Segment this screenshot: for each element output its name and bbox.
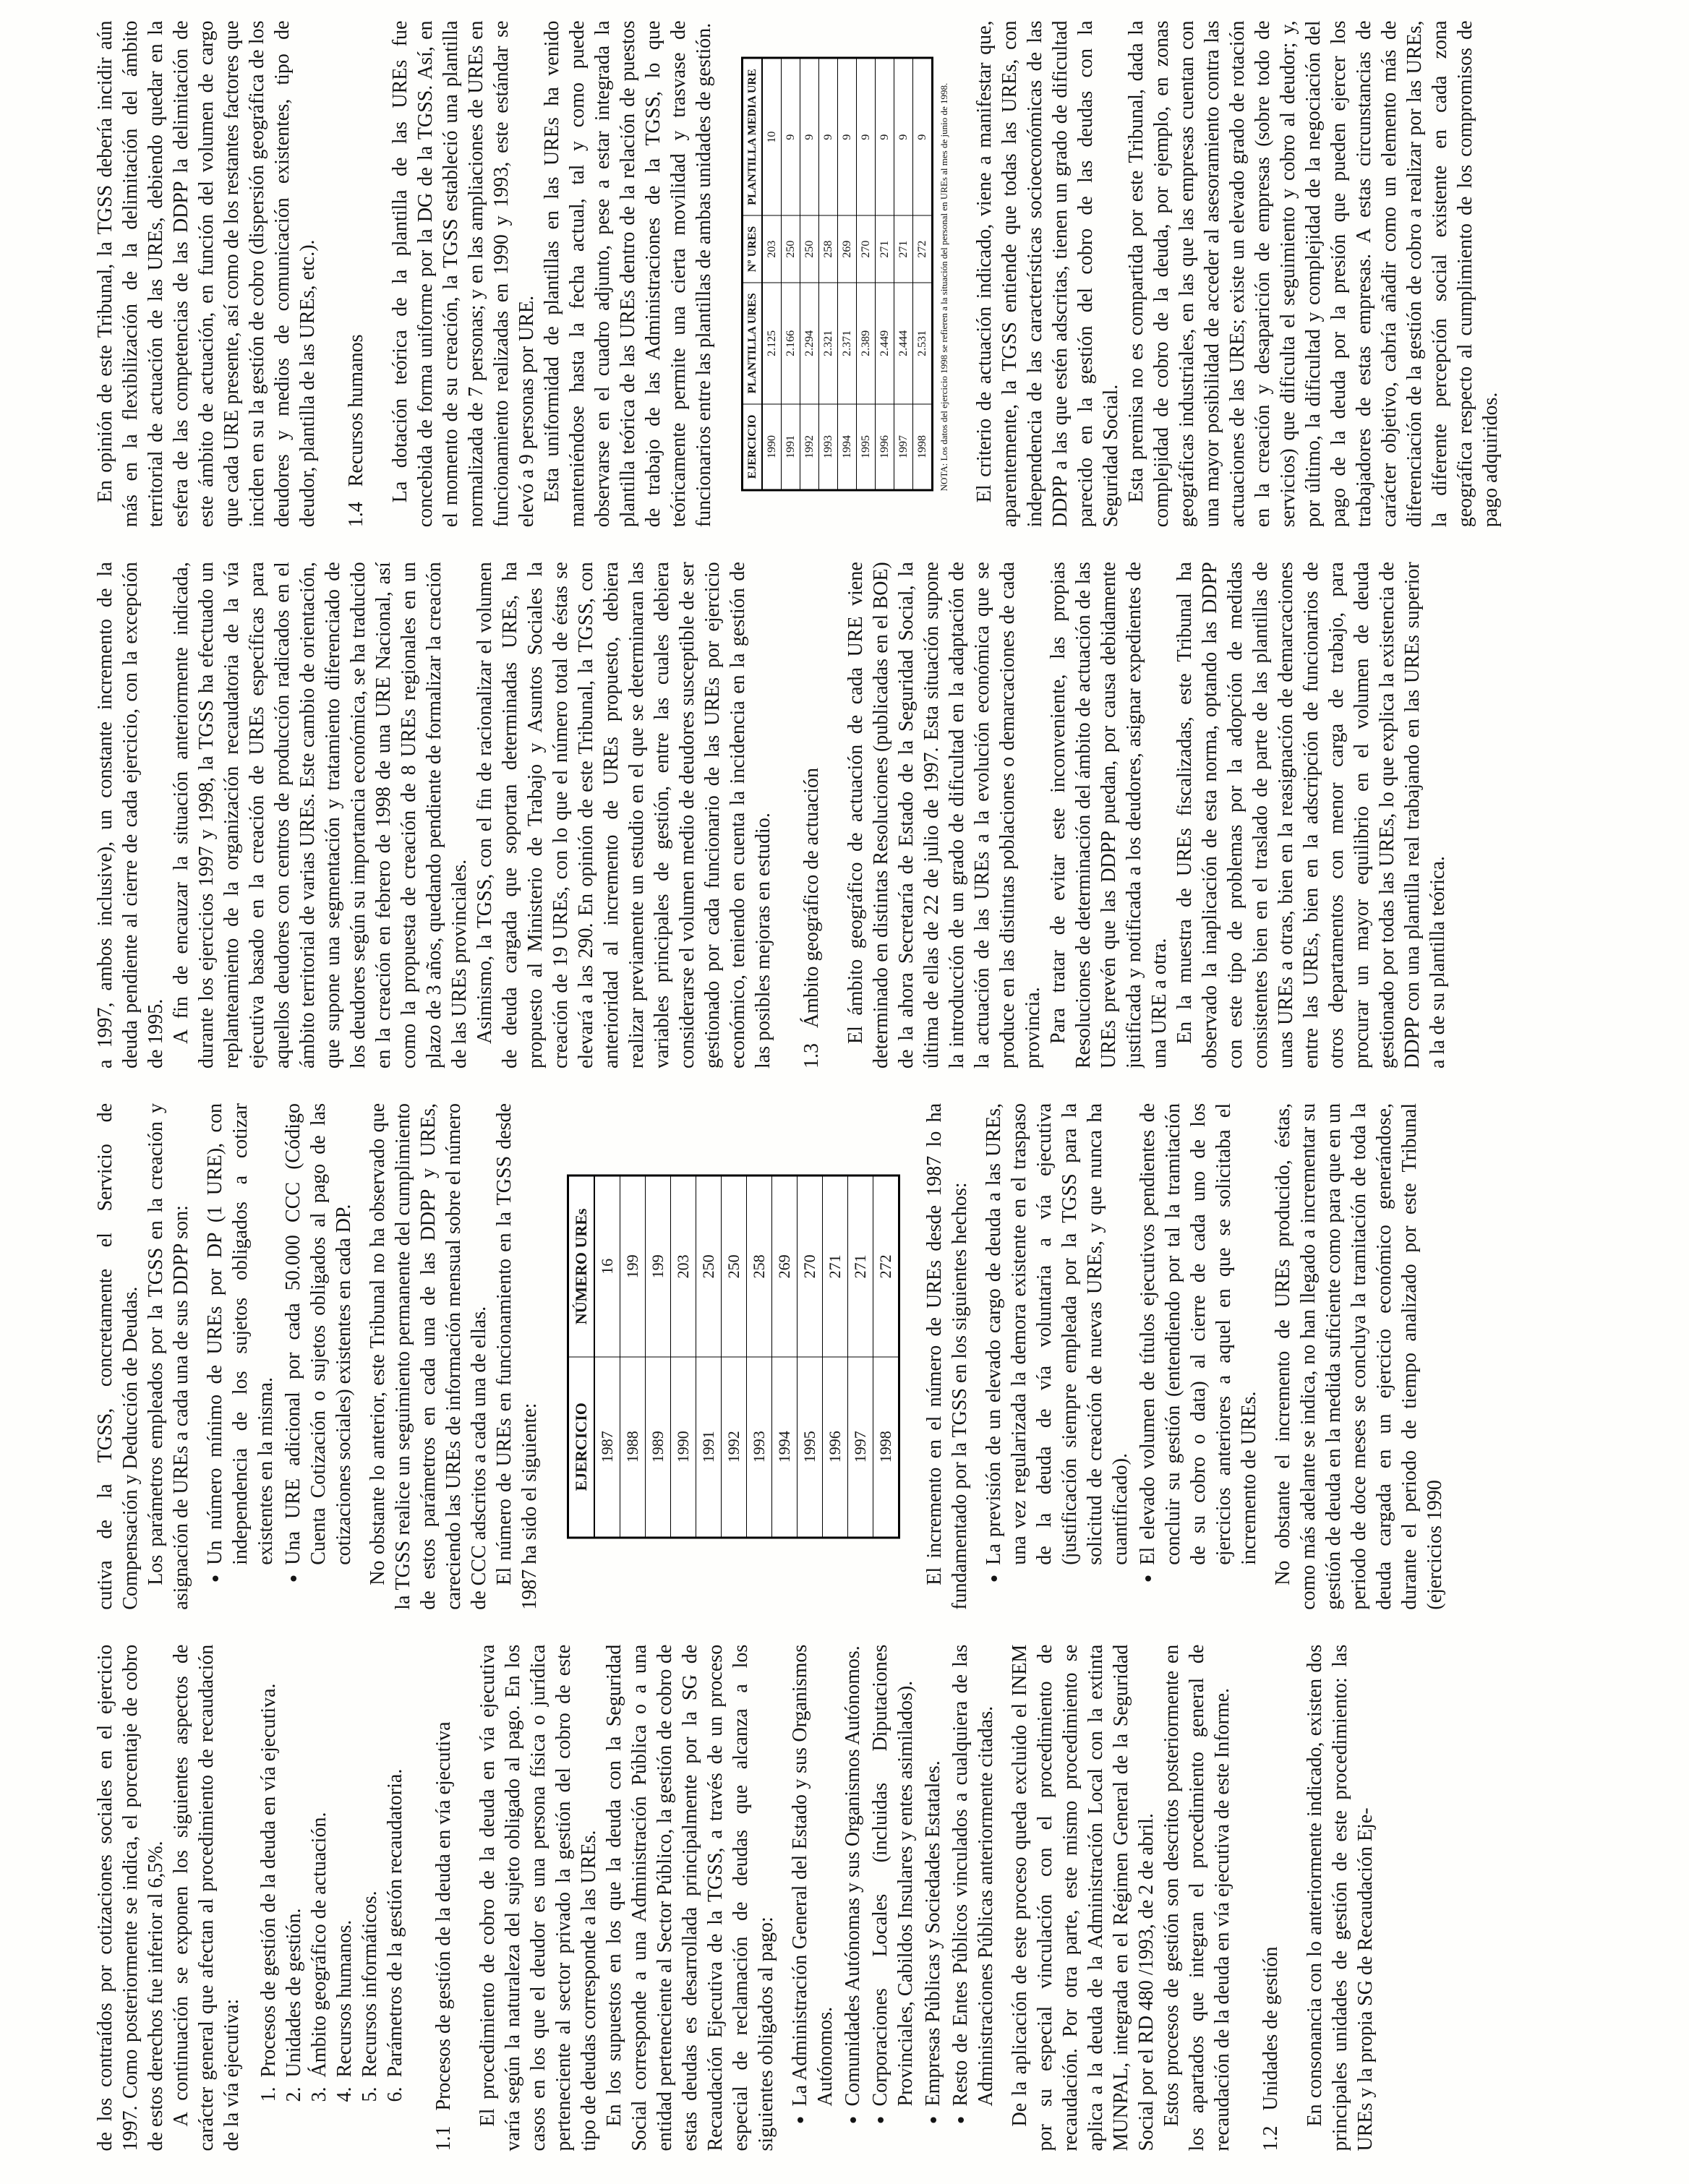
list-item: 3. Ámbito geográfico de actuación.	[307, 1644, 332, 2081]
table-cell: 269	[838, 215, 857, 283]
table-cell: 1996	[823, 1356, 848, 1537]
table-cell: 2.166	[782, 282, 800, 403]
table-cell: 2.321	[819, 282, 838, 403]
table-cell: 270	[857, 215, 876, 283]
table-cell: 16	[594, 1175, 620, 1357]
text-column-4	[93, 20, 1601, 527]
table-row	[838, 57, 857, 489]
table-cell: 2.125	[762, 282, 782, 403]
list-item: 4. Recursos humanos.	[332, 1644, 357, 2081]
table-cell: 271	[848, 1175, 873, 1357]
list-item: 1. Procesos de gestión de la deuda en vía ejecutiva.	[256, 1644, 281, 2081]
table-row	[819, 57, 838, 489]
list-item: 5. Recursos informáticos.	[357, 1644, 382, 2081]
table-row	[876, 57, 894, 489]
table-cell: 271	[876, 215, 894, 283]
section-heading-1-3: 1.3 Ámbito geográfico de actuación	[800, 767, 823, 1069]
table-row	[646, 1175, 671, 1538]
table-cell: 2.294	[800, 282, 819, 403]
ure-count-table	[567, 1174, 900, 1538]
table-body	[594, 1175, 899, 1538]
table-body	[762, 57, 933, 489]
table-row	[894, 57, 913, 489]
bullet-list	[981, 1103, 1262, 1610]
text-column-2	[93, 1103, 1601, 1610]
table-cell: 1995	[857, 404, 876, 490]
table-cell: 1987	[594, 1356, 620, 1537]
table-header-cell: Nº URES	[743, 215, 763, 283]
bullet-list	[787, 1644, 999, 2151]
table-cell: 272	[913, 215, 933, 283]
paragraph: No obstante el incremento de UREs producido, éstas, como más adelante se indica, no han llegado a incrementar su gestión de deuda en la medida suficiente como para que en un periodo de doce meses se concluya la tramitación de toda la deuda cargada en un ejercicio económico generándose, durante el periodo de tiempo analizado por este Tribunal (ejercicios 1990	[1272, 1102, 1446, 1610]
table-cell: 9	[913, 57, 933, 215]
paragraph: El ámbito geográfico de actuación de cada URE viene determinado en distintas Resoluciones (publicadas en el BOE) de la ahora Secretaría de Estado de la Seguridad Social, la última de ellas de 22 de julio de 1997. Esta situación supone la introducción de un grado de dificultad en la adaptación de la actuación de las UREs a la evolución económica que se produce en las distintas poblaciones o demarcaciones de cada provincia.	[844, 561, 1044, 1069]
table-cell: 1989	[646, 1356, 671, 1537]
table-cell: 272	[873, 1175, 899, 1357]
table-cell: 271	[894, 215, 913, 283]
table-row	[671, 1175, 696, 1538]
table-row	[696, 1175, 722, 1538]
table-cell: 10	[762, 57, 782, 215]
paragraph: A continuación se exponen los siguientes aspectos de carácter general que afectan al procedimiento de recaudación de la vía ejecutiva:	[170, 1644, 243, 2151]
table-cell: 9	[857, 57, 876, 215]
table-cell: 1993	[819, 404, 838, 490]
table-header-cell: PLANTILLA MEDIA URE	[743, 57, 763, 215]
table-cell: 203	[671, 1175, 696, 1357]
table-cell: 1998	[873, 1356, 899, 1537]
list-item: • Una URE adicional por cada 50.000 CCC (Código Cuenta Cotización o sujetos obligados al pago de las cotizaciones sociales) existentes en cada DP.	[281, 1103, 356, 1565]
table-cell: 199	[646, 1175, 671, 1357]
table-row	[913, 57, 933, 489]
table-cell: 9	[894, 57, 913, 215]
table-note: NOTA: Los datos del ejercicio 1998 se refieren a la situación del personal en UREs al mes de junio de 1998.	[938, 82, 949, 491]
table-cell: 1988	[620, 1356, 646, 1537]
paragraph: El incremento en el número de UREs desde 1987 lo ha fundamentado por la TGSS en los siguientes hechos:	[923, 1102, 971, 1610]
paragraph: No obstante lo anterior, este Tribunal no ha observado que la TGSS realice un seguimiento permanente del cumplimiento de estos parámetros en cada una de las DDPP y UREs, careciendo las UREs de información mensual sobre el número de CCC adscritos a cada una de ellas.	[367, 1102, 490, 1610]
paragraph-continuation: cutiva de la TGSS, concretamente el Servicio de Compensación y Deducción de Deudas.	[94, 1102, 142, 1610]
table-row	[800, 57, 819, 489]
table-cell: 9	[838, 57, 857, 215]
list-item: • Corporaciones Locales (incluidas Diputaciones Provinciales, Cabildos Insulares y entes asimilados).	[868, 1644, 918, 2106]
paragraph: De la aplicación de este proceso queda excluido el INEM por su especial vinculación con el procedimiento de recaudación. Por otra parte, este mismo procedimiento se aplica a la deuda de la Administración Local con la extinta MUNPAL, integrada en el Régimen General de la Seguridad Social por el RD 480 /1993, de 2 de abril.	[1009, 1644, 1158, 2151]
paragraph: Estos procesos de gestión son descritos posteriormente en los apartados que integran el procedimiento general de recaudación de la deuda en vía ejecutiva de este Informe.	[1160, 1644, 1233, 2151]
table-cell: 9	[800, 57, 819, 215]
ure-count-table-wrap	[567, 1174, 900, 1538]
table-cell: 1992	[800, 404, 819, 490]
section-heading-1-4: 1.4 Recursos humanos	[345, 333, 367, 527]
paragraph-continuation: a 1997, ambos inclusive), un constante incremento de la deuda pendiente al cierre de cada ejercicio, con la excepción de 1995.	[94, 561, 167, 1069]
table-cell: 2.389	[857, 282, 876, 403]
list-item: • La Administración General del Estado y sus Organismos Autónomos.	[787, 1644, 838, 2106]
table-cell: 203	[762, 215, 782, 283]
table-row	[620, 1175, 646, 1538]
table-row	[762, 57, 782, 489]
list-item: 6. Parámetros de la gestión recaudatoria.	[382, 1644, 408, 2081]
table-row	[848, 1175, 873, 1538]
table-row	[873, 1175, 899, 1538]
paragraph: La dotación teórica de la plantilla de las UREs fue concebida de forma uniforme por la DG de la TGSS. Así, en el momento de su creación, la TGSS estableció una plantilla normalizada de 7 personas; y en las ampliaciones de UREs en funcionamiento realizadas en 1990 y 1993, este estándar se elevó a 9 personas por URE.	[389, 20, 538, 527]
table-row	[823, 1175, 848, 1538]
plantilla-table	[741, 56, 933, 491]
table-row	[857, 57, 876, 489]
table-cell: 9	[876, 57, 894, 215]
table-cell: 1993	[747, 1356, 772, 1537]
paragraph: En la muestra de UREs fiscalizadas, este Tribunal ha observado la inaplicación de esta norma, optando las DDPP con este tipo de problemas por la adopción de medidas consistentes bien en el traslado de parte de las plantillas de unas UREs a otras, bien en la reasignación de demarcaciones entre las UREs, bien en la adscripción de funcionarios de otros departamentos con menor carga de trabajo, para procurar un mayor equilibrio en el volumen de deuda gestionado por todas las UREs, lo que explica la existencia de DDPP con una plantilla real trabajando en las UREs superior a la de su plantilla teórica.	[1173, 561, 1449, 1069]
paragraph: A fin de encauzar la situación anteriormente indicada, durante los ejercicios 1997 y 1998, la TGSS ha efectuado un replanteamiento de la organización recaudatoria de la vía ejecutiva basado en la creación de UREs específicas para aquellos deudores con centros de producción radicados en el ámbito territorial de varias UREs. Este cambio de orientación, que supone una segmentación y tratamiento diferenciado de los deudores según su importancia económica, se ha traducido en la creación en febrero de 1998 de una URE Nacional, así como la propuesta de creación de 8 UREs regionales en un plazo de 3 años, quedando pendiente de formalizar la creación de las UREs provinciales.	[170, 561, 471, 1069]
bullet-list	[202, 1103, 356, 1610]
table-cell: 1995	[798, 1356, 823, 1537]
table-cell: 1998	[913, 404, 933, 490]
table-cell: 258	[747, 1175, 772, 1357]
table-cell: 9	[782, 57, 800, 215]
list-item: • Empresas Públicas y Sociedades Estatales.	[920, 1644, 946, 2106]
table-cell: 1992	[722, 1356, 747, 1537]
table-header-cell: EJERCICIO	[568, 1356, 595, 1537]
table-row	[772, 1175, 798, 1538]
table-header-cell: NÚMERO UREs	[568, 1175, 595, 1357]
table-cell: 270	[798, 1175, 823, 1357]
table-cell: 1996	[876, 404, 894, 490]
list-item: • El elevado volumen de títulos ejecutivos pendientes de concluir su gestión (entendiendo por tal la tramitación de su cobro o data) al cierre de cada uno de los ejercicios anteriores a aquel en que se solicitaba el incremento de UREs.	[1135, 1103, 1262, 1565]
table-cell: 250	[722, 1175, 747, 1357]
table-header-cell: PLANTILLA URES	[743, 282, 763, 403]
table-cell: 1991	[782, 404, 800, 490]
table-header-row	[743, 57, 763, 489]
paragraph: Asimismo, la TGSS, con el fin de racionalizar el volumen de deuda cargada que soportan determinadas UREs, ha propuesto al Ministerio de Trabajo y Asuntos Sociales la creación de 19 UREs, con lo que el número total de éstas se elevará a las 290. En opinión de este Tribunal, la TGSS, con anterioridad al incremento de UREs propuesto, debiera realizar previamente un estudio en el que se determinaran las variables principales de gestión, entre las cuales debiera considerarse el volumen medio de deudores susceptible de ser gestionado por cada funcionario de las UREs por ejercicio económico, teniendo en cuenta la incidencia en la gestión de las posibles mejoras en estudio.	[474, 561, 774, 1069]
table-cell: 1997	[894, 404, 913, 490]
list-item: • Comunidades Autónomas y sus Organismos Autónomos.	[840, 1644, 865, 2106]
table-row	[722, 1175, 747, 1538]
paragraph: El número de UREs en funcionamiento en la TGSS desde 1987 ha sido el siguiente:	[493, 1102, 541, 1610]
paragraph: Para tratar de evitar este inconveniente, las propias Resoluciones de determinación del ámbito de actuación de las UREs prevén que las DDPP puedan, por causa debidamente justificada y notificada a los deudores, asignar expedientes de una URE a otra.	[1047, 561, 1171, 1069]
paragraph: En consonancia con lo anteriormente indicado, existen dos principales unidades de gestión de este procedimiento: las UREs y la propia SG de Recaudación Eje-	[1304, 1644, 1377, 2151]
list-item: • La previsión de un elevado cargo de deuda a las UREs, una vez regularizada la demora existente en el traspaso de la deuda de vía voluntaria a vía ejecutiva (justificación siempre empleada por la TGSS para la solicitud de creación de nuevas UREs, y que nunca ha cuantificado).	[981, 1103, 1133, 1565]
paragraph: Los parámetros empleados por la TGSS en la creación y asignación de UREs a cada una de sus DDPP son:	[145, 1102, 192, 1610]
table-cell: 2.371	[838, 282, 857, 403]
paragraph-continuation: de los contraídos por cotizaciones sociales en el ejercicio 1997. Como posteriormente se indica, el porcentaje de cobro de estos derechos fue inferior al 6,5%.	[94, 1644, 167, 2151]
table-cell: 1994	[772, 1356, 798, 1537]
text-column-1	[93, 1644, 1601, 2151]
paragraph: El criterio de actuación indicado, viene a manifestar que, aparentemente, la TGSS entiende que todas las UREs, con independencia de las características socioeconómicas de las DDPP a las que estén adscritas, tienen un grado de dificultad parecido en la gestión del cobro de las deudas con la Seguridad Social.	[973, 20, 1122, 527]
list-item: • Resto de Entes Públicos vinculados a cualquiera de las Administraciones Públicas anteriormente citadas.	[948, 1644, 999, 2106]
table-row	[747, 1175, 772, 1538]
table-cell: 1991	[696, 1356, 722, 1537]
table-header-cell: EJERCICIO	[743, 404, 763, 490]
table-cell: 1990	[671, 1356, 696, 1537]
section-heading-1-2: 1.2 Unidades de gestión	[1260, 1945, 1282, 2151]
table-row	[594, 1175, 620, 1538]
list-item: 2. Unidades de gestión.	[281, 1644, 307, 2081]
table-cell: 199	[620, 1175, 646, 1357]
table-cell: 271	[823, 1175, 848, 1357]
paragraph: En opinión de este Tribunal, la TGSS debería incidir aún más en la flexibilización de la delimitación del ámbito territorial de actuación de las UREs, debiendo quedar en la esfera de las competencias de las DDPP la delimitación de este ámbito de actuación, en función del volumen de cargo que cada URE presente, así como de los restantes factores que inciden en su la gestión de cobro (dispersión geográfica de los deudores y medios de comunicación existentes, tipo de deudor, plantilla de las UREs, etc.).	[94, 20, 319, 527]
table-cell: 258	[819, 215, 838, 283]
table-cell: 1990	[762, 404, 782, 490]
table-cell: 2.444	[894, 282, 913, 403]
table-cell: 2.531	[913, 282, 933, 403]
paragraph: Esta premisa no es compartida por este Tribunal, dada la complejidad de cobro de la deuda, por ejemplo, en zonas geográficas industriales, en las que las empresas cuentan con una mayor posibilidad de acceder al asesoramiento contra las actuaciones de las UREs; existe un elevado grado de rotación en la creación y desaparición de empresas (sobre todo de servicios) que dificulta el seguimiento y cobro al deudor; y, por último, la dificultad y complejidad de la negociación del pago de la deuda por la presión que pueden ejercer los trabajadores de estas empresas. A estas circunstancias de carácter objetivo, cabría añadir como un elemento más de diferenciación de la gestión de cobro a realizar por las UREs, la diferente percepción social existente en cada zona geográfica respecto al cumplimiento de los compromisos de pago adquiridos.	[1125, 20, 1502, 527]
paragraph: El procedimiento de cobro de la deuda en vía ejecutiva varía según la naturaleza del sujeto obligado al pago. En los casos en los que el deudor es una persona física o jurídica perteneciente al sector privado la gestión del cobro de este tipo de deudas corresponde a las UREs.	[476, 1644, 600, 2151]
table-row	[782, 57, 800, 489]
table-header-row	[568, 1175, 595, 1538]
table-row	[798, 1175, 823, 1538]
text-columns	[93, 20, 1601, 2151]
table-cell: 250	[696, 1175, 722, 1357]
plantilla-table-wrap	[741, 56, 950, 491]
numbered-list	[256, 1644, 408, 2151]
section-heading-1-1: 1.1 Procesos de gestión de la deuda en vía ejecutiva	[432, 1721, 455, 2151]
table-cell: 1994	[838, 404, 857, 490]
table-cell: 1997	[848, 1356, 873, 1537]
table-cell: 250	[800, 215, 819, 283]
paragraph: En los supuestos en los que la deuda con la Seguridad Social corresponde a una Administración Pública o a una entidad perteneciente al Sector Público, la gestión de cobro de estas deudas es desarrollada principalmente por la SG de Recaudación Ejecutiva de la TGSS, a través de un proceso especial de reclamación de deudas que alcanza a los siguientes obligados al pago:	[603, 1644, 777, 2151]
paragraph: Esta uniformidad de plantillas en las UREs ha venido manteniéndose hasta la fecha actual, tal y como puede observarse en el cuadro adjunto, pese a estar integrada la plantilla teórica de las UREs dentro de la relación de puestos de trabajo de las Administraciones de la TGSS, lo que teóricamente permite una cierta movilidad y trasvase de funcionarios entre las plantillas de ambas unidades de gestión.	[541, 20, 715, 527]
table-cell: 2.449	[876, 282, 894, 403]
list-item: • Un número mínimo de UREs por DP (1 URE), con independencia de los sujetos obligados a cotizar existentes en la misma.	[202, 1103, 278, 1565]
table-cell: 269	[772, 1175, 798, 1357]
table-cell: 250	[782, 215, 800, 283]
table-cell: 9	[819, 57, 838, 215]
text-column-3	[93, 562, 1601, 1069]
